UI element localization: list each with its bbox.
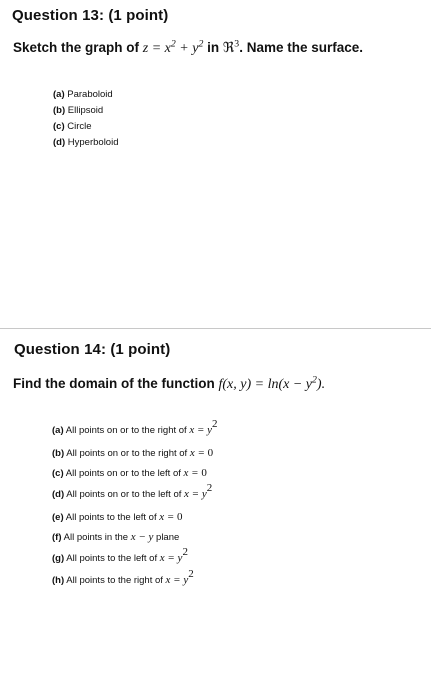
q14-prompt-text: Find the domain of the function bbox=[13, 376, 219, 391]
q14-option-g[interactable]: (g) All points to the left of $x = y^2$ bbox=[52, 546, 188, 565]
q14-option-f[interactable]: (f) All points in the x − y plane bbox=[52, 531, 180, 543]
question-13-title: Question 13: (1 point) bbox=[12, 7, 169, 24]
q13-option-c[interactable]: (c) Circle bbox=[53, 121, 92, 132]
q13-option-d[interactable]: (d) Hyperboloid bbox=[53, 137, 119, 148]
question-14-prompt bbox=[13, 376, 325, 393]
q14-option-h[interactable]: (h) All points to the right of $x = y^2$ bbox=[52, 568, 194, 587]
q14-option-d[interactable]: (d) All points on or to the left of $x = y^2$ bbox=[52, 482, 213, 501]
q13-option-b[interactable]: (b) Ellipsoid bbox=[53, 105, 104, 116]
q14-function: f(x, $y) = \ln(x - y^2)$. bbox=[218, 374, 326, 392]
question-13-prompt: Sketch the graph of $z = x^2 + y^2$ in ℜ$^3$. Name the surface. bbox=[13, 38, 363, 56]
q14-option-a[interactable]: (a) All points on or to the right of $x = y^2$ bbox=[52, 418, 218, 437]
question-divider bbox=[0, 328, 431, 329]
q14-option-c[interactable]: (c) All points on or to the left of x = 0 bbox=[52, 467, 207, 479]
q14-option-b[interactable]: (b) All points on or to the right of x = 0 bbox=[52, 447, 214, 459]
q13-equation: $z = x^2 + y^2$ bbox=[142, 38, 204, 56]
q13-prompt-text: Sketch the graph of bbox=[13, 40, 143, 55]
question-14-title: Question 14: (1 point) bbox=[14, 341, 171, 358]
real-space-symbol: ℜ$^3$ bbox=[222, 38, 240, 56]
q13-option-a[interactable]: (a) Paraboloid bbox=[53, 89, 113, 100]
q14-option-e[interactable]: (e) All points to the left of x = 0 bbox=[52, 511, 183, 523]
